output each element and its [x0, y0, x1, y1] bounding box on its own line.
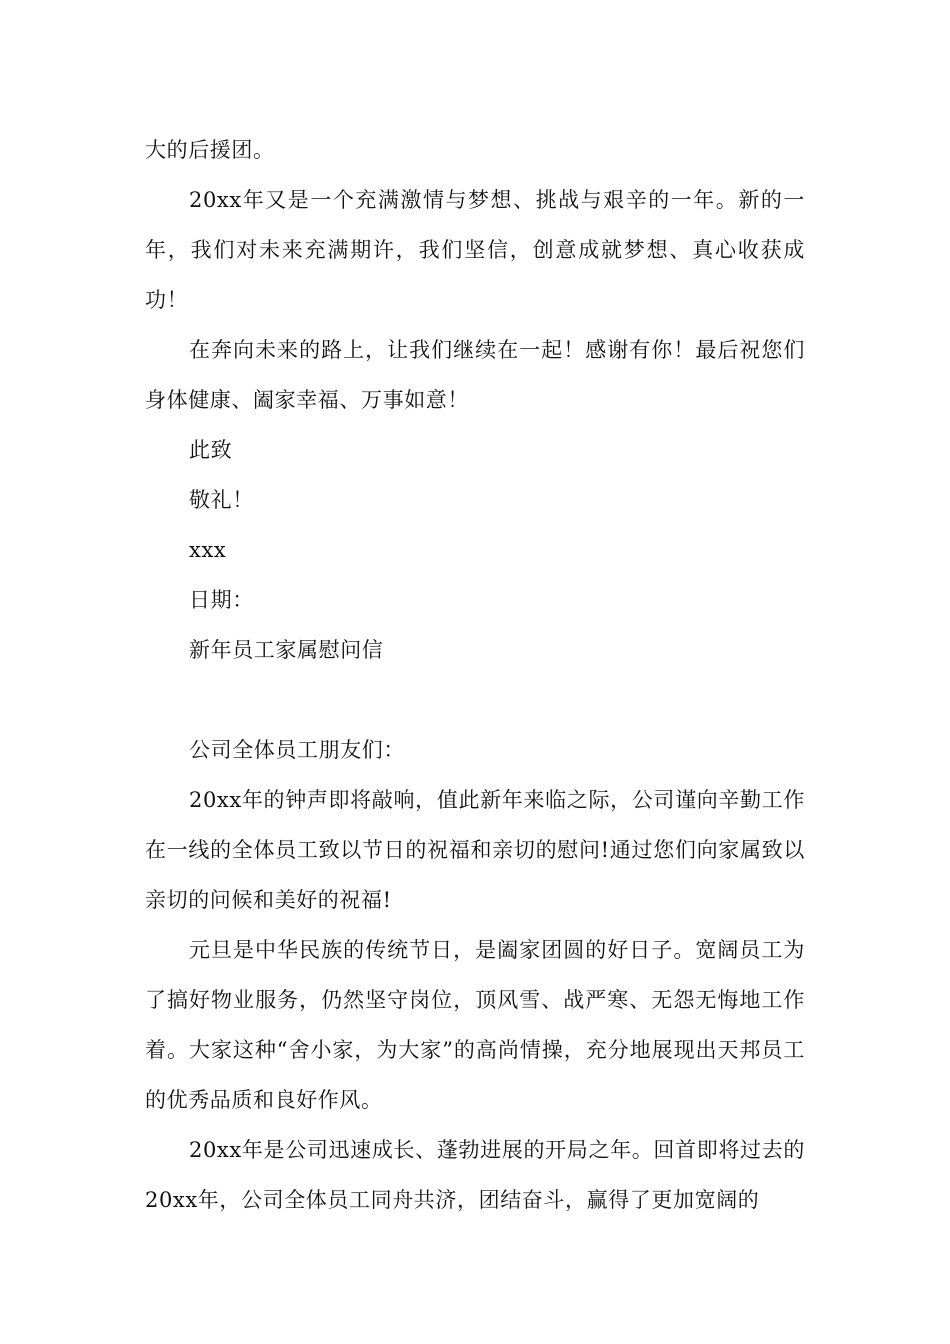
signature: xxx: [189, 538, 227, 562]
paragraph-company-growth: 20xx年是公司迅速成长、蓬勃进展的开局之年。回首即将过去的20xx年，公司全体员工同舟共济，团结奋斗，赢得了更加宽阔的: [145, 1138, 805, 1212]
closing-regards: 敬礼！: [189, 488, 254, 512]
letter-greeting: 公司全体员工朋友们：: [189, 738, 405, 762]
paragraph-continuation: 大的后援团。: [145, 138, 275, 162]
paragraph-new-year-greeting: 20xx年的钟声即将敲响，值此新年来临之际，公司谨向辛勤工作在一线的全体员工致以节日的祝福和亲切的慰问!通过您们向家属致以亲切的问候和美好的祝福!: [145, 788, 805, 912]
paragraph-new-year-hopes: 20xx年又是一个充满激情与梦想、挑战与艰辛的一年。新的一年，我们对未来充满期许，我们坚信，创意成就梦想、真心收获成功！: [145, 188, 805, 312]
paragraph-new-years-day: 元旦是中华民族的传统节日，是阖家团圆的好日子。宽阔员工为了搞好物业服务，仍然坚守岗位，顶风雪、战严寒、无怨无悔地工作着。大家这种“舍小家，为大家”的高尚情操，充分地展现出天邦员工的优秀品质和良好作风。: [145, 938, 805, 1112]
paragraph-thanks-wishes: 在奔向未来的路上，让我们继续在一起！感谢有你！最后祝您们身体健康、阖家幸福、万事如意！: [145, 338, 805, 412]
date-label: 日期：: [189, 588, 254, 612]
closing-salutation: 此致: [189, 438, 233, 462]
document-body: [145, 125, 805, 1225]
letter-title: 新年员工家属慰问信: [189, 638, 384, 662]
blank-line: [145, 675, 805, 725]
